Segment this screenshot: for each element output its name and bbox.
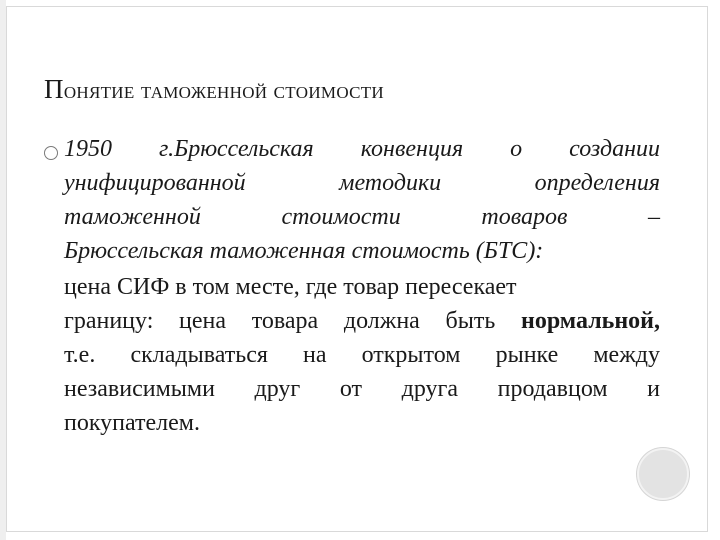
body-line-7: т.е. складываться на открытом рынке между: [64, 342, 660, 368]
body-line-2: унифицированной методики определения: [64, 170, 660, 196]
body-line-6: [64, 304, 660, 338]
body-line-4: Брюссельская таможенная стоимость (БТС):: [64, 238, 544, 264]
body-line-1: 1950 г.Брюссельская конвенция о создании: [64, 136, 660, 162]
emphasis-normal: нормальной,: [520, 308, 661, 334]
slide-title: [44, 74, 384, 105]
body-line-6-text: границу: цена товара должна быть: [64, 308, 496, 334]
bullet-circle-icon: [44, 146, 58, 160]
slide-body: [64, 132, 660, 440]
decorative-circle: [637, 448, 689, 500]
title-rest: онятие таможенной стоимости: [63, 78, 385, 104]
title-first-letter: П: [44, 74, 64, 104]
body-line-5: цена СИФ в том месте, где товар пересекает: [64, 274, 517, 300]
body-line-3: таможенной стоимости товаров –: [64, 204, 660, 230]
body-line-8: независимыми друг от друга продавцом и: [64, 376, 660, 402]
body-line-9: покупателем.: [64, 410, 200, 436]
